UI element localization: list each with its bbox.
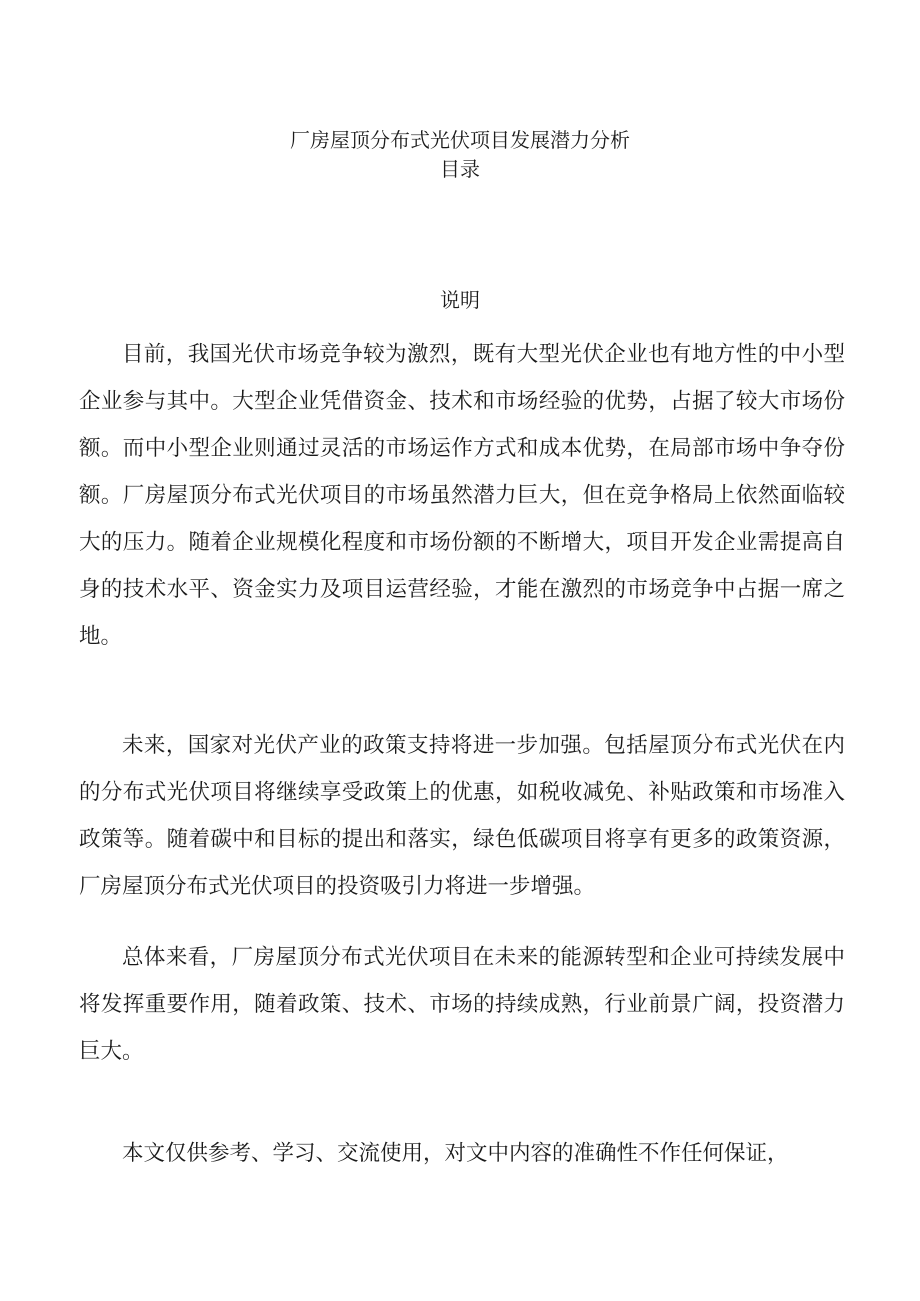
document-title: 厂房屋顶分布式光伏项目发展潜力分析 [290, 128, 630, 152]
paragraph-market-competition: 目前，我国光伏市场竞争较为激烈，既有大型光伏企业也有地方性的中小型企业参与其中。大型企业凭借资金、技术和市场经验的优势，占据了较大市场份额。而中小型企业则通过灵活的市场运作方式和成本优势，在局部市场中争夺份额。厂房屋顶分布式光伏项目的市场虽然潜力巨大，但在竞争格局上依然面临较大的压力。随着企业规模化程度和市场份额的不断增大，项目开发企业需提高自身的技术水平、资金实力及项目运营经验，才能在激烈的市场竞争中占据一席之地。 [79, 342, 845, 649]
paragraph-disclaimer: 本文仅供参考、学习、交流使用，对文中内容的准确性不作任何保证， [122, 1141, 789, 1166]
paragraph-overall-outlook: 总体来看，厂房屋顶分布式光伏项目在未来的能源转型和企业可持续发展中将发挥重要作用，随着政策、技术、市场的持续成熟，行业前景广阔，投资潜力巨大。 [79, 945, 845, 1064]
paragraph-policy-support: 未来，国家对光伏产业的政策支持将进一步加强。包括屋顶分布式光伏在内的分布式光伏项目将继续享受政策上的优惠，如税收减免、补贴政策和市场准入政策等。随着碳中和目标的提出和落实，绿色低碳项目将享有更多的政策资源，厂房屋顶分布式光伏项目的投资吸引力将进一步增强。 [79, 733, 845, 899]
section-heading: 说明 [440, 288, 480, 312]
toc-label: 目录 [440, 157, 480, 181]
